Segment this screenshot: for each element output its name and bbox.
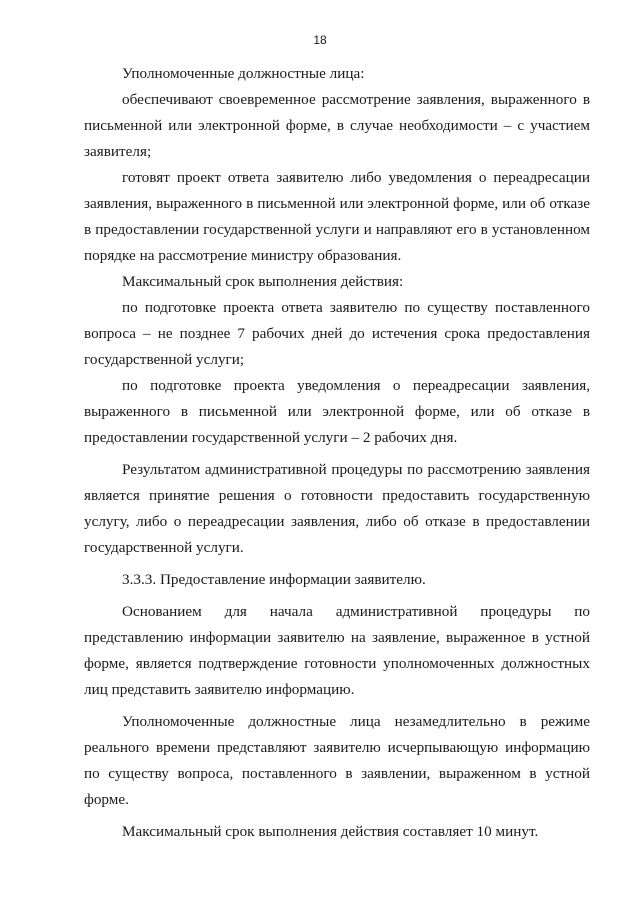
section-heading-3-3-3: 3.3.3. Предоставление информации заявителю. [122, 571, 426, 588]
document-body [84, 61, 590, 845]
paragraph-term-answer: по подготовке проекта ответа заявителю по существу поставленного вопроса – не позднее 7 рабочих дней до истечения срока предоставления государственной услуги; [84, 299, 590, 368]
paragraph-max-term-10-min: Максимальный срок выполнения действия составляет 10 минут. [122, 823, 539, 840]
paragraph-provide-info: Уполномоченные должностные лица незамедлительно в режиме реального времени представляют заявителю исчерпывающую информацию по существу вопроса, поставленного в заявлении, выраженном в устной форме. [84, 713, 590, 808]
page-number: 18 [313, 33, 327, 47]
paragraph-basis: Основанием для начала административной процедуры по представлению информации заявителю на заявление, выраженное в устной форме, является подтверждение готовности уполномоченных должностных лиц представить заявителю информацию. [84, 603, 590, 698]
paragraph-term-redirect: по подготовке проекта уведомления о переадресации заявления, выраженного в письменной или электронной форме, или об отказе в предоставлении государственной услуги – 2 рабочих дня. [84, 377, 590, 446]
paragraph-officials-intro: Уполномоченные должностные лица: [122, 65, 365, 82]
paragraph-ensure-review: обеспечивают своевременное рассмотрение заявления, выраженного в письменной или электронной форме, в случае необходимости – с участием заявителя; [84, 91, 590, 160]
paragraph-max-term-intro: Максимальный срок выполнения действия: [122, 273, 404, 290]
paragraph-result: Результатом административной процедуры по рассмотрению заявления является принятие решения о готовности предоставить государственную услугу, либо о переадресации заявления, либо об отказе в предоставлении государственной услуги. [84, 461, 590, 556]
paragraph-prepare-draft: готовят проект ответа заявителю либо уведомления о переадресации заявления, выраженного в письменной или электронной форме, или об отказе в предоставлении государственной услуги и направляют его в установленном порядке на рассмотрение министру образования. [84, 169, 590, 264]
